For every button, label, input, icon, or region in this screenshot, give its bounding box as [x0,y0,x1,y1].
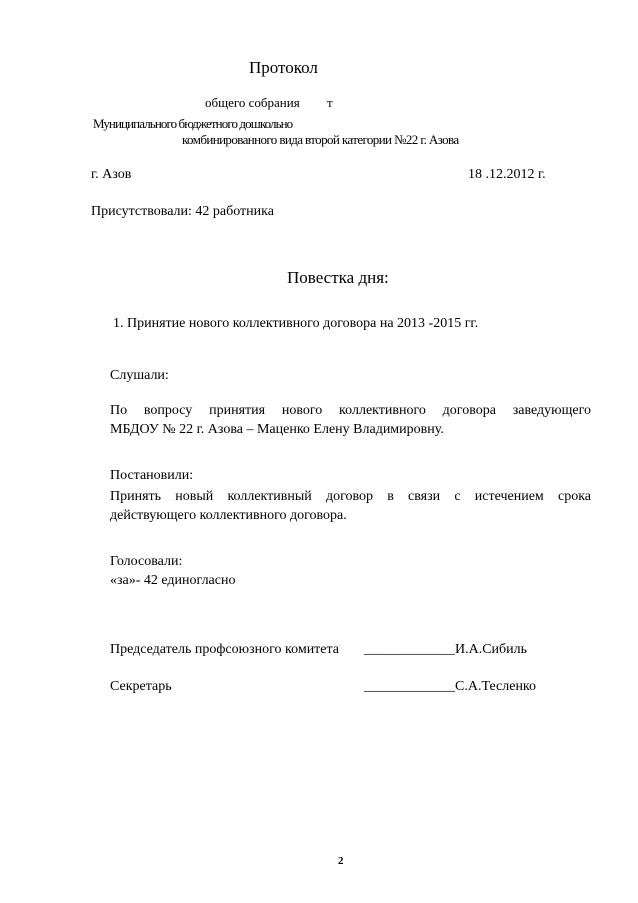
voted-result: «за»- 42 единогласно [110,573,236,588]
decided-label: Постановили: [110,468,194,483]
decided-text-line-1: Принять новый коллективный договор в связи с истечением срока [110,489,591,504]
page-number: 2 [338,855,344,867]
decided-text-line-2: действующего коллективного договора. [110,508,347,523]
signature-line-secretary: _____________С.А.Тесленко [364,679,537,694]
attendance: Присутствовали: 42 работника [91,204,274,219]
signature-line-chairman: _____________И.А.Сибиль [364,642,528,657]
agenda-title: Повестка дня: [287,268,389,287]
date: 18 .12.2012 г. [468,167,546,182]
agenda-item: 1. Принятие нового коллективного договора на 2013 -2015 гг. [113,316,479,331]
header-line-1-mark: т [327,95,333,110]
document-title: Протокол [249,58,318,77]
header-line-1: общего собрания [205,95,300,110]
heard-label: Слушали: [110,368,169,383]
signature-role-chairman: Председатель профсоюзного комитета [110,642,340,657]
header-line-3: комбинированного вида второй категории №22 г. Азова [182,132,459,147]
header-line-2: Муниципального бюджетного дошкольно [93,116,293,131]
signature-role-secretary: Секретарь [110,679,172,694]
city: г. Азов [91,167,132,182]
heard-text-line-2: МБДОУ № 22 г. Азова – Маценко Елену Владимировну. [110,422,444,437]
voted-label: Голосовали: [110,554,183,569]
heard-text-line-1: По вопросу принятия нового коллективного договора заведующего [110,403,591,418]
